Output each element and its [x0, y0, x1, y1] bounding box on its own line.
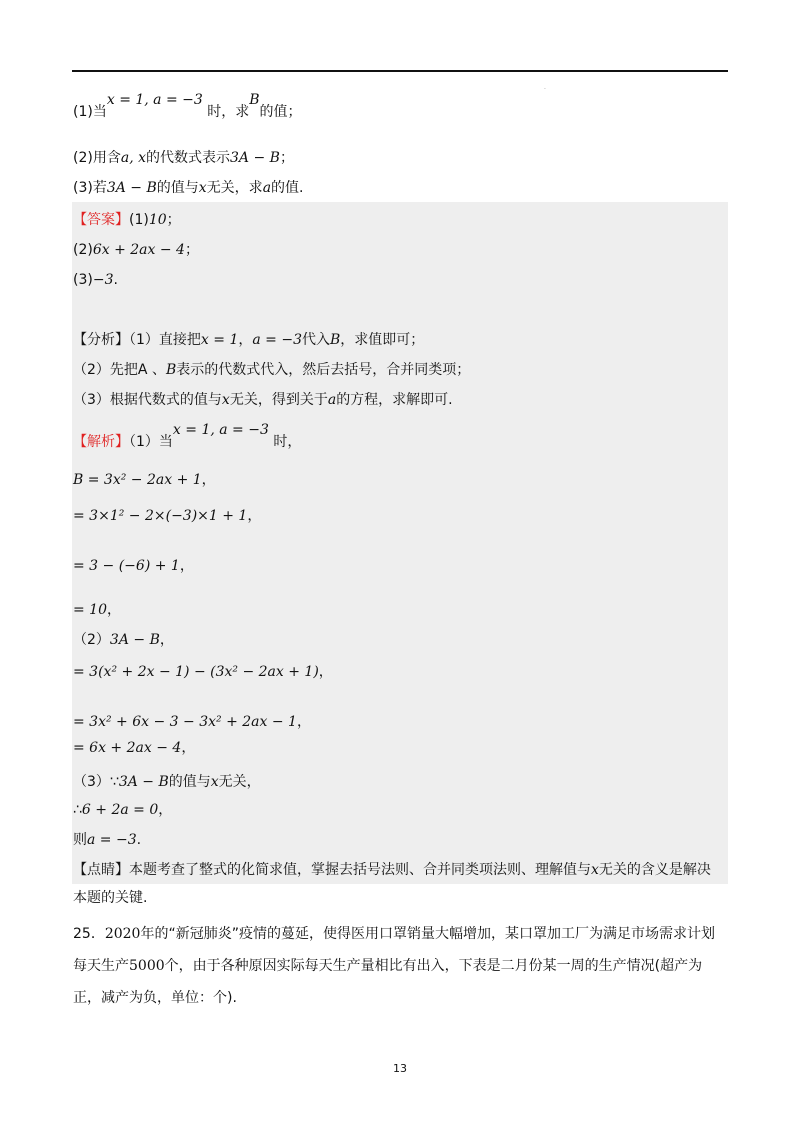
- comment-paragraph: 【点睛】本题考查了整式的化简求值，掌握去括号法则、合并同类项法则、理解值与x无关的含义是解决本题的关键.: [73, 862, 711, 906]
- answer-line-2: (2)6x + 2ax − 4；: [73, 242, 199, 258]
- equation-4: = 10，: [73, 602, 121, 618]
- page-number: 13: [393, 1062, 407, 1075]
- analysis-tag: 【分析】: [73, 332, 129, 348]
- question-2: (2)用含a, x的代数式表示3A − B；: [73, 150, 294, 166]
- analysis-line-2: （2）先把A 、B表示的代数式代入，然后去括号，合并同类项；: [73, 362, 471, 378]
- problem-25: 25．2020年的“新冠肺炎”疫情的蔓延，使得医用口罩销量大幅增加，某口罩加工厂为满足市场需求计划每天生产5000个，由于各种原因实际每天生产量相比有出入，下表是二月份某一周的生产情况(超产为正，减产为负，单位：个).: [73, 926, 715, 1006]
- solution-line-3: （3）∵3A − B的值与x无关，: [73, 774, 261, 790]
- equation-6: = 3x² + 6x − 3 − 3x² + 2ax − 1，: [73, 714, 311, 730]
- header-dot: ·: [544, 86, 546, 93]
- question-1: (1)当x = 1, a = −3 时，求B的值；: [73, 92, 302, 120]
- equation-3: = 3 − (−6) + 1，: [73, 558, 194, 574]
- equation-1: B = 3x² − 2ax + 1，: [73, 472, 216, 488]
- question-3: (3)若3A − B的值与x无关，求a的值.: [73, 180, 304, 196]
- analysis-line-1: 【分析】（1）直接把x = 1，a = −3代入B，求值即可；: [73, 332, 425, 348]
- equation-2: = 3×1² − 2×(−3)×1 + 1，: [73, 508, 262, 524]
- equation-5: = 3(x² + 2x − 1) − (3x² − 2ax + 1)，: [73, 664, 333, 680]
- answer-line-1: 【答案】(1)10；: [73, 212, 181, 228]
- answer-line-3: (3)−3.: [73, 272, 118, 288]
- solution-line-2: （2）3A − B，: [73, 632, 174, 648]
- solution-tag: 【解析】: [73, 434, 129, 450]
- equation-9: 则a = −3.: [73, 832, 142, 848]
- equation-8: ∴6 + 2a = 0，: [73, 802, 173, 818]
- q1-condition: x = 1, a = −3: [106, 92, 203, 108]
- comment-tag: 【点睛】: [73, 862, 129, 878]
- answer-tag: 【答案】: [73, 212, 129, 228]
- analysis-line-3: （3）根据代数式的值与x无关，得到关于a的方程，求解即可.: [73, 392, 453, 408]
- solution-line-1: 【解析】（1）当x = 1, a = −3 时，: [73, 422, 302, 450]
- equation-7: = 6x + 2ax − 4，: [73, 740, 196, 756]
- header-rule: [72, 70, 728, 72]
